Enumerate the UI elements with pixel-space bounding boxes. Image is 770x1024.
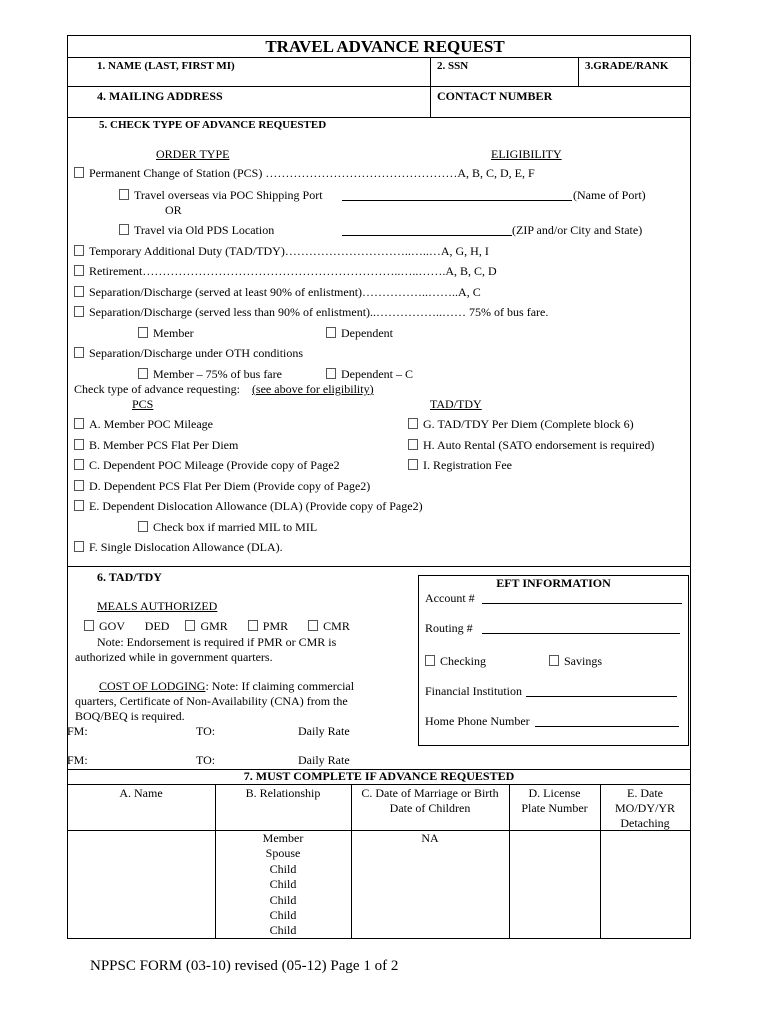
opt-b-text: B. Member PCS Flat Per Diem <box>89 438 239 452</box>
meals-options <box>84 619 350 634</box>
gmr-checkbox[interactable] <box>185 620 195 631</box>
member-checkbox[interactable] <box>138 327 148 338</box>
member-text: Member <box>153 326 194 340</box>
sep-oth-option[interactable] <box>74 346 303 361</box>
col-a-header <box>67 786 215 801</box>
table-row <box>215 923 351 938</box>
see-above-text: (see above for eligibility) <box>251 382 374 396</box>
relationship-cell: Member <box>262 831 304 845</box>
opt-b-checkbox[interactable] <box>74 439 84 450</box>
na-text: NA <box>421 831 439 845</box>
col-b-text: B. Relationship <box>245 786 321 800</box>
na-cell <box>351 831 509 846</box>
opt-e[interactable] <box>74 499 423 514</box>
cmr-text: CMR <box>323 619 350 633</box>
member-75-option[interactable] <box>138 367 282 382</box>
routing-label: Routing # <box>425 621 473 635</box>
sep90-checkbox[interactable] <box>74 286 84 297</box>
cost-of-lodging-heading: COST OF LODGING <box>99 679 206 693</box>
account-field[interactable] <box>482 593 682 604</box>
cost-of-lodging-line <box>99 679 354 694</box>
travel-old-pds-option[interactable] <box>119 223 274 238</box>
meals-note-2: authorized while in government quarters. <box>75 650 273 664</box>
eft-title: EFT INFORMATION <box>496 576 611 590</box>
relationship-cell: Spouse <box>265 846 301 860</box>
opt-d-checkbox[interactable] <box>74 480 84 491</box>
opt-e-checkbox[interactable] <box>74 500 84 511</box>
cost-note-1: : Note: If claiming commercial <box>205 679 355 693</box>
cmr-checkbox[interactable] <box>308 620 318 631</box>
opt-f[interactable] <box>74 540 283 555</box>
opt-h-checkbox[interactable] <box>408 439 418 450</box>
pmr-checkbox[interactable] <box>248 620 258 631</box>
dependent-text: Dependent <box>341 326 393 340</box>
opt-e-text: E. Dependent Dislocation Allowance (DLA) (Provide copy of Page2) <box>89 499 423 513</box>
dependent-option[interactable] <box>326 326 393 341</box>
sep-oth-text: Separation/Discharge under OTH conditions <box>89 346 304 360</box>
name-label: 1. NAME (LAST, FIRST MI) <box>97 60 235 72</box>
opt-a-text: A. Member POC Mileage <box>89 417 213 431</box>
opt-g-text: G. TAD/TDY Per Diem (Complete block 6) <box>423 417 634 431</box>
col-e-line3: Detaching <box>620 816 670 830</box>
to-label-2: TO: <box>196 753 216 767</box>
opt-i[interactable] <box>408 458 512 473</box>
home-phone-label: Home Phone Number <box>425 714 530 728</box>
opt-e-sub-text: Check box if married MIL to MIL <box>153 520 318 534</box>
opt-f-text: F. Single Dislocation Allowance (DLA). <box>89 540 283 554</box>
opt-d-text: D. Dependent PCS Flat Per Diem (Provide copy of Page2) <box>89 479 371 493</box>
sep-oth-checkbox[interactable] <box>74 347 84 358</box>
opt-h[interactable] <box>408 438 654 453</box>
gov-checkbox[interactable] <box>84 620 94 631</box>
dependent-checkbox[interactable] <box>326 327 336 338</box>
seplt90-checkbox[interactable] <box>74 306 84 317</box>
gov-text: GOV <box>99 619 125 633</box>
col-c-line2: Date of Children <box>389 801 471 815</box>
form-title: TRAVEL ADVANCE REQUEST <box>265 37 505 56</box>
institution-field[interactable] <box>526 686 677 697</box>
member-75-text: Member – 75% of bus fare <box>153 367 282 381</box>
section5-label: 5. CHECK TYPE OF ADVANCE REQUESTED <box>99 119 327 131</box>
port-name-field[interactable] <box>342 190 572 201</box>
opt-h-text: H. Auto Rental (SATO endorsement is required) <box>423 438 655 452</box>
dependent-c-option[interactable] <box>326 367 413 382</box>
col-d-header <box>509 786 600 816</box>
or-text: OR <box>165 203 182 217</box>
meals-note-1: Note: Endorsement is required if PMR or CMR is <box>97 635 337 649</box>
sep90-option[interactable] <box>74 285 481 300</box>
pcs-text: Permanent Change of Station (PCS) …………………………………………A, B, C, D, E, F <box>89 166 535 180</box>
check-type-line <box>74 382 374 397</box>
retirement-checkbox[interactable] <box>74 265 84 276</box>
relationship-cell: Child <box>269 877 297 891</box>
opt-c-checkbox[interactable] <box>74 459 84 470</box>
tad-option[interactable] <box>74 244 489 259</box>
tad-checkbox[interactable] <box>74 245 84 256</box>
account-label: Account # <box>425 591 475 605</box>
opt-b[interactable] <box>74 438 238 453</box>
section7-title: 7. MUST COMPLETE IF ADVANCE REQUESTED <box>243 769 515 783</box>
check-type-text: Check type of advance requesting: <box>74 382 240 396</box>
tad-text: Temporary Additional Duty (TAD/TDY)…………………………..…..…A, G, H, I <box>89 244 489 258</box>
daily-rate-label-2: Daily Rate <box>298 753 350 767</box>
dependent-c-checkbox[interactable] <box>326 368 336 379</box>
retirement-option[interactable] <box>74 264 497 279</box>
savings-text: Savings <box>564 654 603 668</box>
travel-overseas-option[interactable] <box>119 188 323 203</box>
col-a-text: A. Name <box>119 786 163 800</box>
meals-heading: MEALS AUTHORIZED <box>97 599 218 613</box>
col-c-line1: C. Date of Marriage or Birth <box>361 786 499 800</box>
gmr-text: GMR <box>200 619 228 633</box>
pcs-checkbox[interactable] <box>74 167 84 178</box>
table-row <box>215 877 351 892</box>
grade-label: 3.GRADE/RANK <box>585 60 669 72</box>
opt-c[interactable] <box>74 458 340 473</box>
sep90-text: Separation/Discharge (served at least 90% of enlistment)……………..……..A, C <box>89 285 481 299</box>
seplt90-text: Separation/Discharge (served less than 90% of enlistment)..……………..…… 75% of bus fare. <box>89 305 549 319</box>
routing-field[interactable] <box>482 623 680 634</box>
seplt90-option[interactable] <box>74 305 548 320</box>
name-of-port-label: (Name of Port) <box>573 188 646 202</box>
travel-overseas-text: Travel overseas via POC Shipping Port <box>134 188 323 202</box>
savings-checkbox[interactable] <box>549 655 559 666</box>
institution-label: Financial Institution <box>425 684 522 698</box>
col-d-line1: D. License <box>528 786 581 800</box>
col-e-line1: E. Date <box>627 786 663 800</box>
order-type-heading: ORDER TYPE <box>156 147 230 161</box>
travel-overseas-checkbox[interactable] <box>119 189 129 200</box>
fm-label-2: FM: <box>67 753 88 767</box>
relationship-cell: Child <box>269 908 297 922</box>
form-footer: NPPSC FORM (03-10) revised (05-12) Page 1 of 2 <box>90 958 399 974</box>
eligibility-heading: ELIGIBILITY <box>491 147 562 161</box>
opt-e-sub-checkbox[interactable] <box>138 521 148 532</box>
travel-old-pds-checkbox[interactable] <box>119 224 129 235</box>
opt-a[interactable] <box>74 417 213 432</box>
opt-c-text: C. Dependent POC Mileage (Provide copy of Page2 <box>89 458 340 472</box>
relationship-cell: Child <box>269 893 297 907</box>
opt-f-checkbox[interactable] <box>74 541 84 552</box>
cost-note-2: quarters, Certificate of Non-Availability (CNA) from the <box>75 694 348 708</box>
daily-rate-label-1: Daily Rate <box>298 724 350 738</box>
table-row <box>215 908 351 923</box>
ssn-label: 2. SSN <box>437 60 469 72</box>
relationship-cell: Child <box>269 923 297 937</box>
zip-city-label: (ZIP and/or City and State) <box>512 223 643 237</box>
section6-label: 6. TAD/TDY <box>97 570 162 584</box>
checking-text: Checking <box>440 654 486 668</box>
opt-g[interactable] <box>408 417 634 432</box>
cost-note-3: BOQ/BEQ is required. <box>75 709 185 723</box>
opt-i-checkbox[interactable] <box>408 459 418 470</box>
contact-label: CONTACT NUMBER <box>437 89 553 103</box>
table-row <box>215 846 351 861</box>
checking-checkbox[interactable] <box>425 655 435 666</box>
fm-label-1: FM: <box>67 724 88 738</box>
col-e-line2: MO/DY/YR <box>614 801 675 815</box>
col-e-header <box>600 786 690 831</box>
retirement-text: Retirement………………………………………………………..…..…….A, B, C, D <box>89 264 497 278</box>
opt-d[interactable] <box>74 479 370 494</box>
home-phone-field[interactable] <box>535 716 679 727</box>
ded-text: DED <box>144 619 170 633</box>
col-b-header <box>215 786 351 801</box>
address-label: 4. MAILING ADDRESS <box>97 89 223 103</box>
opt-e-sub[interactable] <box>138 520 317 535</box>
relationship-cell: Child <box>269 862 297 876</box>
zip-city-field[interactable] <box>342 225 512 236</box>
member-75-checkbox[interactable] <box>138 368 148 379</box>
pcs-heading: PCS <box>132 397 154 411</box>
travel-old-pds-text: Travel via Old PDS Location <box>134 223 275 237</box>
col-c-header <box>351 786 509 816</box>
table-row <box>215 862 351 877</box>
pmr-text: PMR <box>262 619 289 633</box>
checking-option[interactable] <box>425 654 486 669</box>
table-row <box>215 893 351 908</box>
opt-g-checkbox[interactable] <box>408 418 418 429</box>
to-label-1: TO: <box>196 724 216 738</box>
savings-option[interactable] <box>549 654 602 669</box>
table-row <box>215 831 351 846</box>
pcs-option[interactable] <box>74 166 535 181</box>
dependent-c-text: Dependent – C <box>341 367 413 381</box>
tad-heading: TAD/TDY <box>430 397 482 411</box>
member-option[interactable] <box>138 326 194 341</box>
opt-i-text: I. Registration Fee <box>423 458 512 472</box>
col-d-line2: Plate Number <box>521 801 588 815</box>
opt-a-checkbox[interactable] <box>74 418 84 429</box>
